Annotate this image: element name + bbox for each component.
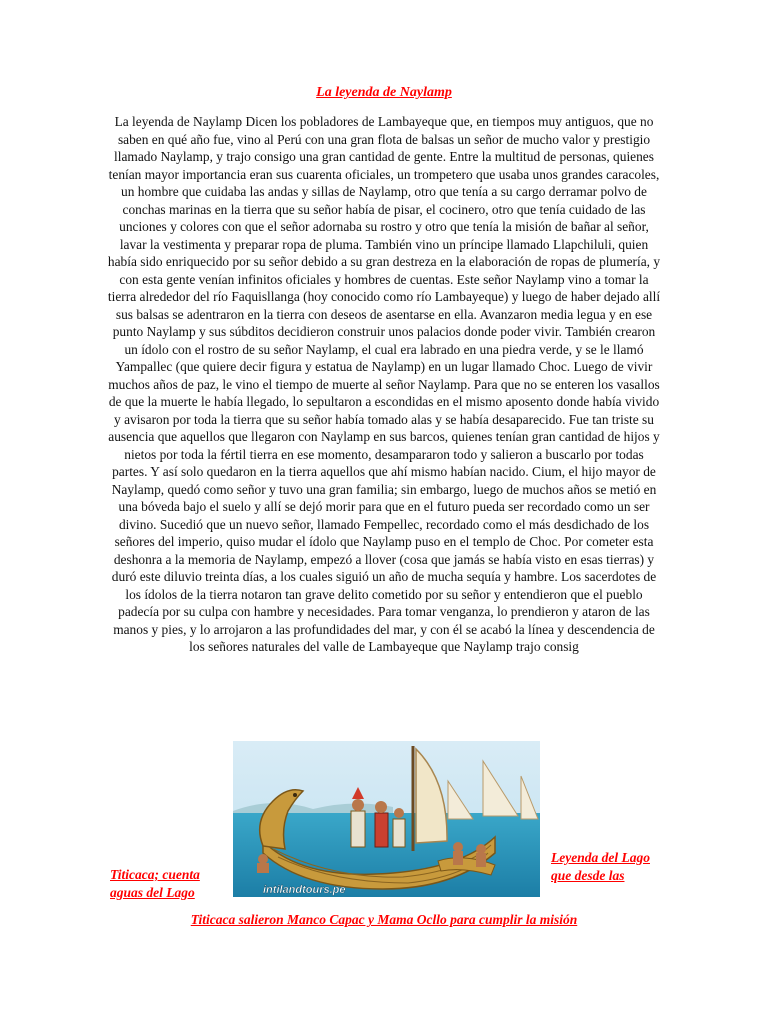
reed-boat-illustration bbox=[233, 741, 540, 897]
image-watermark: intilandtours.pe bbox=[263, 884, 346, 896]
document-title: La leyenda de Naylamp bbox=[316, 85, 452, 100]
caption-bottom-link[interactable]: Titicaca salieron Manco Capac y Mama Ocllo para cumplir la misión bbox=[190, 912, 578, 927]
legend-body-text: La leyenda de Naylamp Dicen los pobladores de Lambayeque que, en tiempos muy antiguos, que no saben en qué año fue, vino al Perú con una gran flota de balsas un señor de mucho valor y prestigio llamado Naylamp, y trajo consigo una gran cantidad de gente. Entre la multitud de personas, quienes tenían mayor importancia eran sus cuarenta oficiales, un trompetero que usaba unos grandes caracoles, un hombre que cuidaba las andas y sillas de Naylamp, otro que tenía a su cargo derramar polvo de conchas marinas en la tierra que su señor había de pisar, el cocinero, otro que tenía cuidado de las unciones y colores con que el señor adornaba su rostro y otro que tenía la misión de bañar al señor, lavar la vestimenta y preparar ropa de pluma. También vino un príncipe llamado Llapchiluli, quien había sido enriquecido por su señor debido a su gran destreza en la elaboración de ropas de plumería, y con esta gente venían infinitos oficiales y hombres de cuentas. Este señor Naylamp vino a tomar la tierra alrededor del río Faquisllanga (hoy conocido como río Lambayeque) y luego de haber dejado allí sus balsas se adentraron en la tierra con deseos de asentarse en ella. Avanzaron media legua y en ese punto Naylamp y sus súbditos decidieron construir unos palacios donde poder vivir. También crearon un ídolo con el rostro de su señor Naylamp, el cual era labrado en una piedra verde, y se le llamó Yampallec (que quiere decir figura y estatua de Naylamp) en un lugar llamado Choc. Luego de vivir muchos años de paz, le vino el tiempo de muerte al señor Naylamp. Para que no se enteren los vasallos de que la muerte le había llegado, lo sepultaron a escondidas en el mismo aposento donde había vivido y avisaron por toda la tierra que su señor había tomado alas y se había desaparecido. Fue tan triste su ausencia que aquellos que llegaron con Naylamp en sus barcos, quienes tenían gran cantidad de hijos y nietos por toda la fértil tierra en ese momento, desampararon todo y salieron a buscarlo por todas partes. Y así solo quedaron en la tierra aquellos que ahí mismo habían nacido. Cium, el hijo mayor de Naylamp, quedó como señor y tuvo una gran familia; sin embargo, luego de muchos años se metió en una bóveda bajo el suelo y allí se dejó morir para que en el futuro pueda ser recordado como un ser divino. Sucedió que un nuevo señor, llamado Fempellec, recordado como el más desdichado de los señores del imperio, quiso mudar el ídolo que Naylamp puso en el templo de Choc. Por cometer esta deshonra a la memoria de Naylamp, empezó a llover (cosa que jamás se había visto en esas tierras) y duró este diluvio treinta días, a los cuales siguió un año de mucha sequía y hambre. Los sacerdotes de los ídolos de la tierra notaron tan grave delito cometido por su señor y entendieron que el pueblo padecía por su culpa con hambre y necesidades. Para tomar venganza, lo prendieron y ataron de las manos y pies, y lo arrojaron a las profundidades del mar, y con él se acabó la línea y descendencia de los señores naturales del valle de Lambayeque que Naylamp trajo consig bbox=[107, 114, 661, 654]
caption-left-link[interactable]: Titicaca; cuenta aguas del Lago bbox=[110, 867, 200, 900]
caption-right-link[interactable]: Leyenda del Lago que desde las bbox=[551, 850, 650, 883]
